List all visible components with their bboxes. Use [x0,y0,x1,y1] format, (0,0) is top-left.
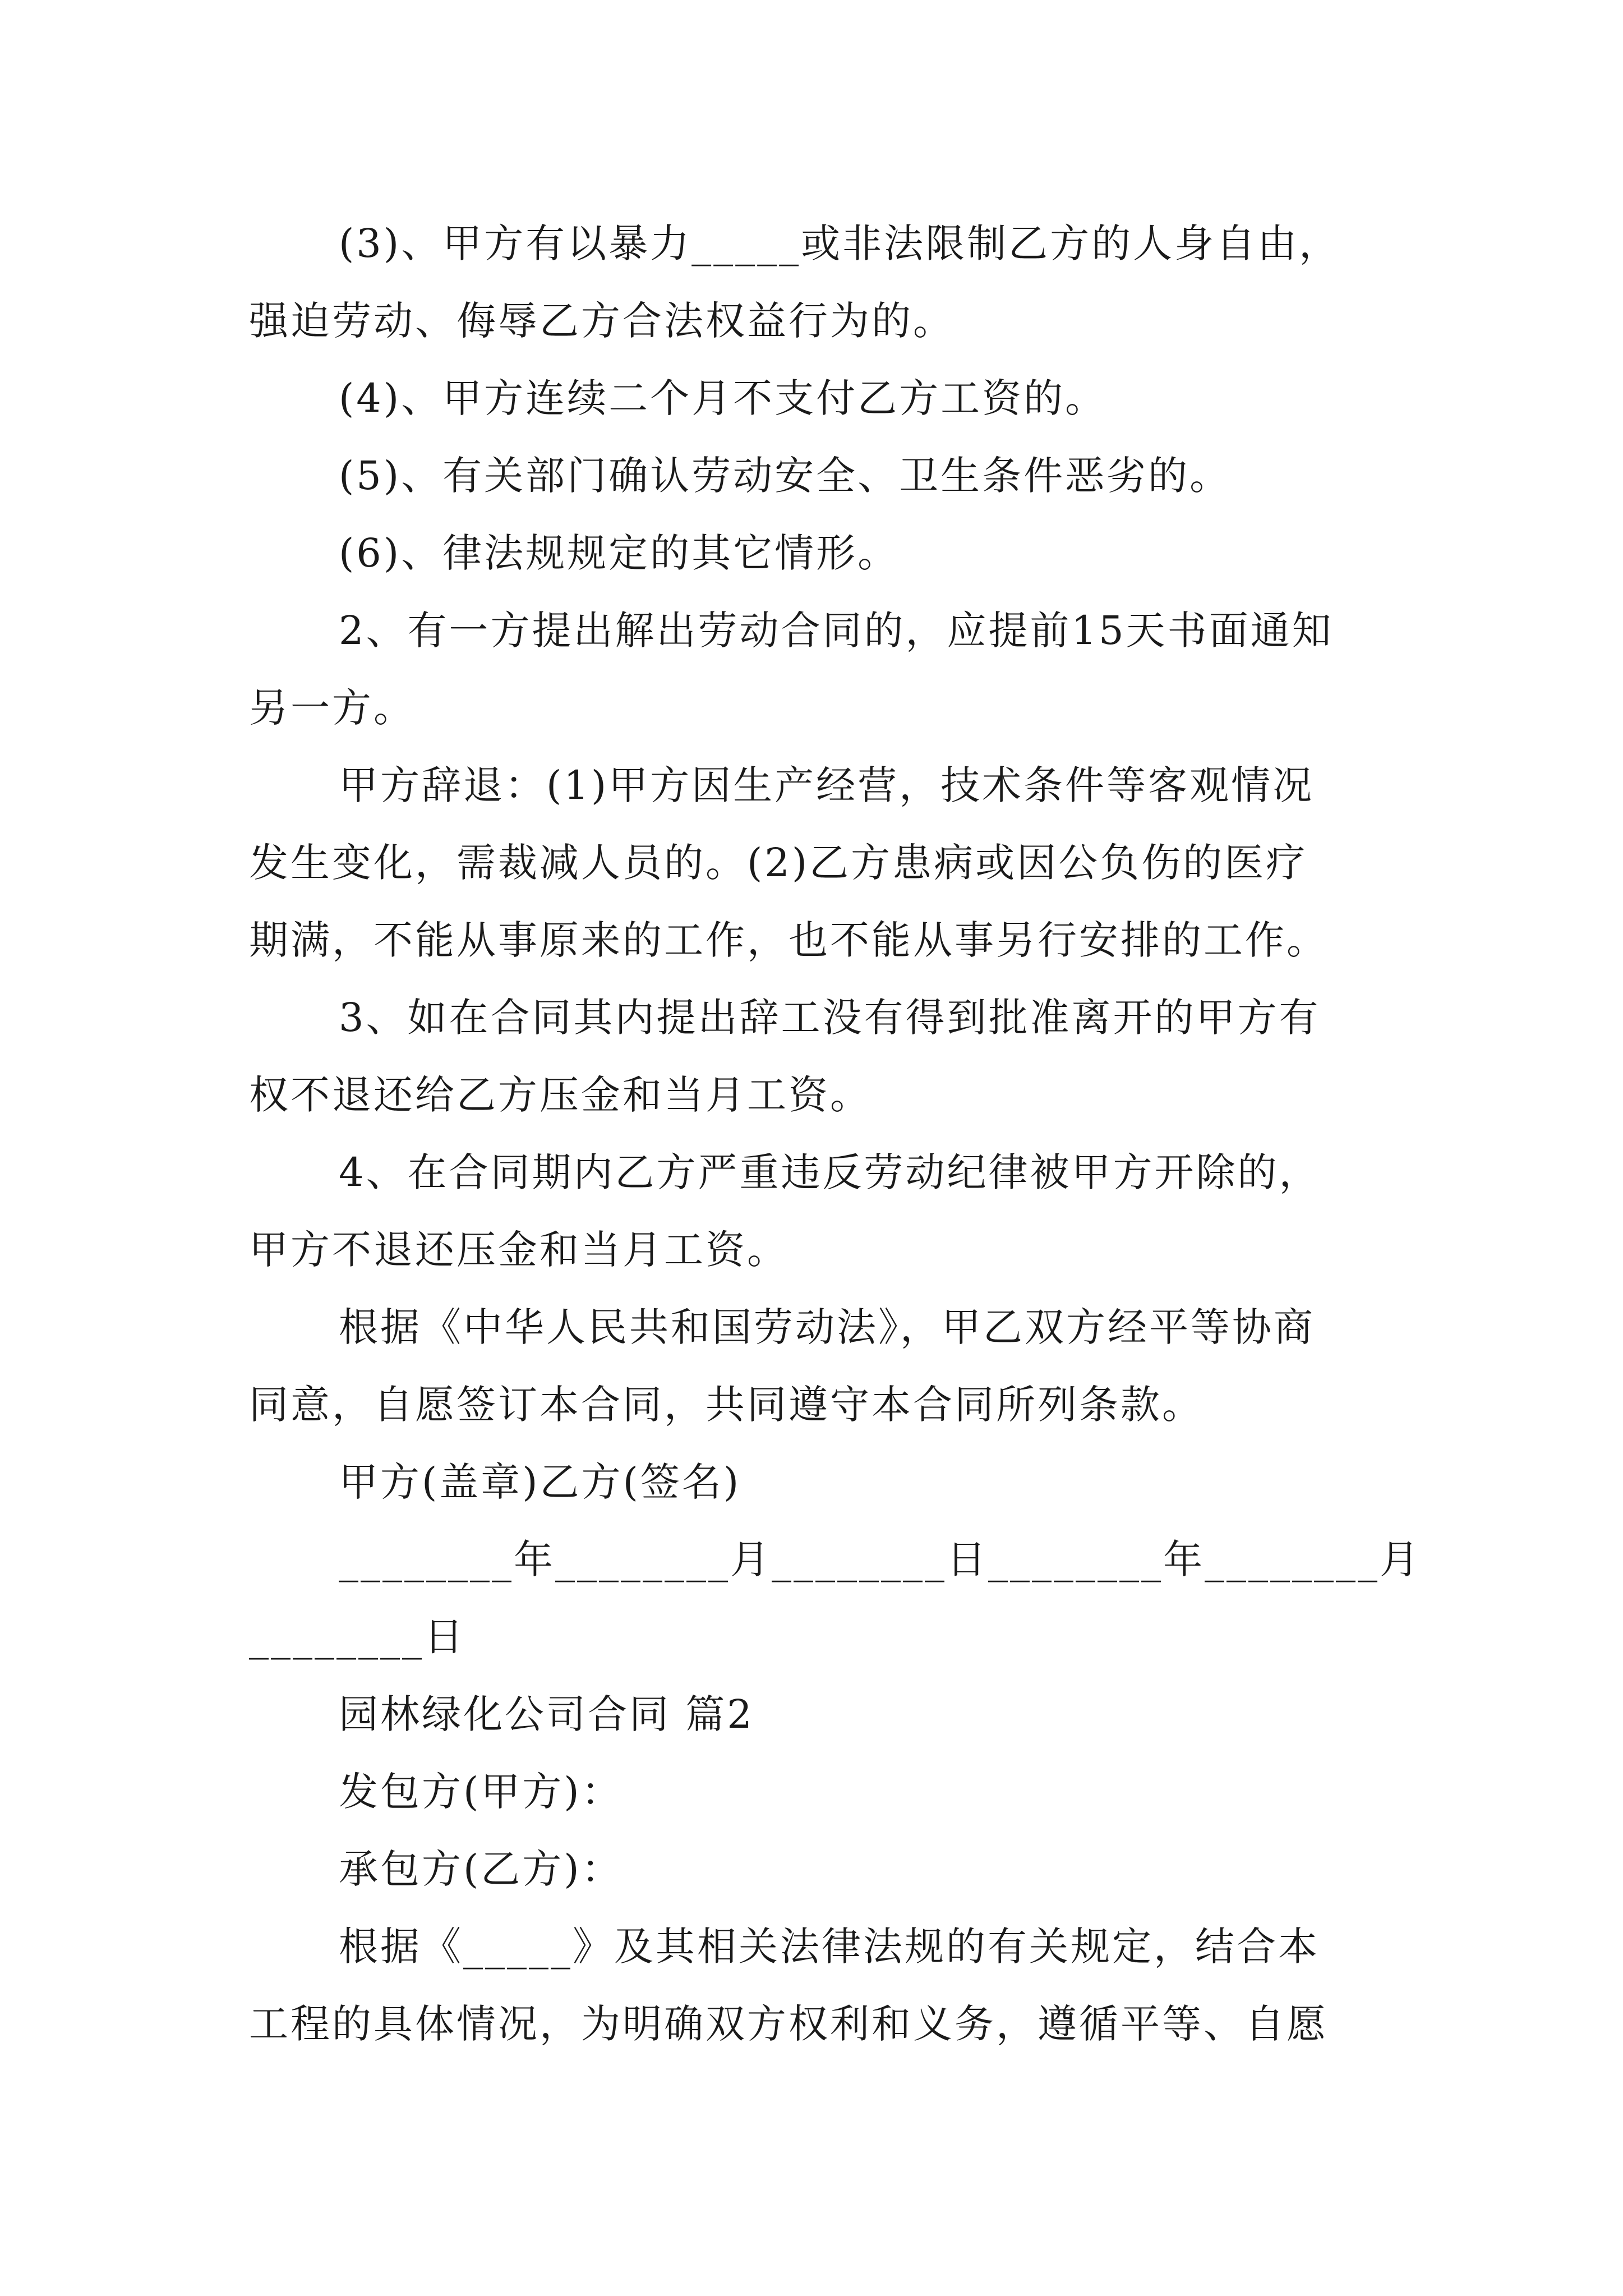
item-4-line-2: 甲方不退还压金和当月工资。 [249,1227,789,1273]
basis-line-1: 根据《中华人民共和国劳动法》，甲乙双方经平等协商 [339,1304,1315,1350]
item-2-line-1: 2、有一方提出解出劳动合同的，应提前15天书面通知 [339,608,1334,654]
clause-5-line: (5)、有关部门确认劳动安全、卫生条件恶劣的。 [339,453,1232,499]
dismissal-line-2: 发生变化，需裁减人员的。(2)乙方患病或因公负伤的医疗 [249,840,1308,886]
clause-4-line: (4)、甲方连续二个月不支付乙方工资的。 [339,375,1107,421]
item-4-line-1: 4、在合同期内乙方严重违反劳动纪律被甲方开除的， [339,1149,1321,1195]
dismissal-line-3: 期满，不能从事原来的工作，也不能从事另行安排的工作。 [249,917,1328,963]
date-line-2: ________日 [249,1614,465,1660]
signature-line: 甲方(盖章)乙方(签名) [339,1459,741,1505]
party-b-line: 承包方(乙方)： [339,1846,623,1892]
section-heading: 园林绿化公司合同 篇2 [339,1691,754,1737]
dismissal-line-1: 甲方辞退：(1)甲方因生产经营，技术条件等客观情况 [339,762,1315,808]
clause-3-line-2: 强迫劳动、侮辱乙方合法权益行为的。 [249,298,955,344]
date-line-1: ________年________月________日________年________月 [339,1536,1421,1582]
item-3-line-1: 3、如在合同其内提出辞工没有得到批准离开的甲方有 [339,995,1321,1041]
item-3-line-2: 权不退还给乙方压金和当月工资。 [249,1072,872,1118]
preamble-line-1: 根据《_____》及其相关法律法规的有关规定，结合本 [339,1924,1320,1970]
clause-3-line-1: (3)、甲方有以暴力_____或非法限制乙方的人身自由， [339,220,1341,266]
item-2-line-2: 另一方。 [249,685,415,731]
party-a-line: 发包方(甲方)： [339,1769,623,1815]
basis-line-2: 同意，自愿签订本合同，共同遵守本合同所列条款。 [249,1382,1204,1428]
preamble-line-2: 工程的具体情况，为明确双方权利和义务，遵循平等、自愿 [249,2001,1328,2047]
clause-6-line: (6)、律法规规定的其它情形。 [339,530,900,576]
